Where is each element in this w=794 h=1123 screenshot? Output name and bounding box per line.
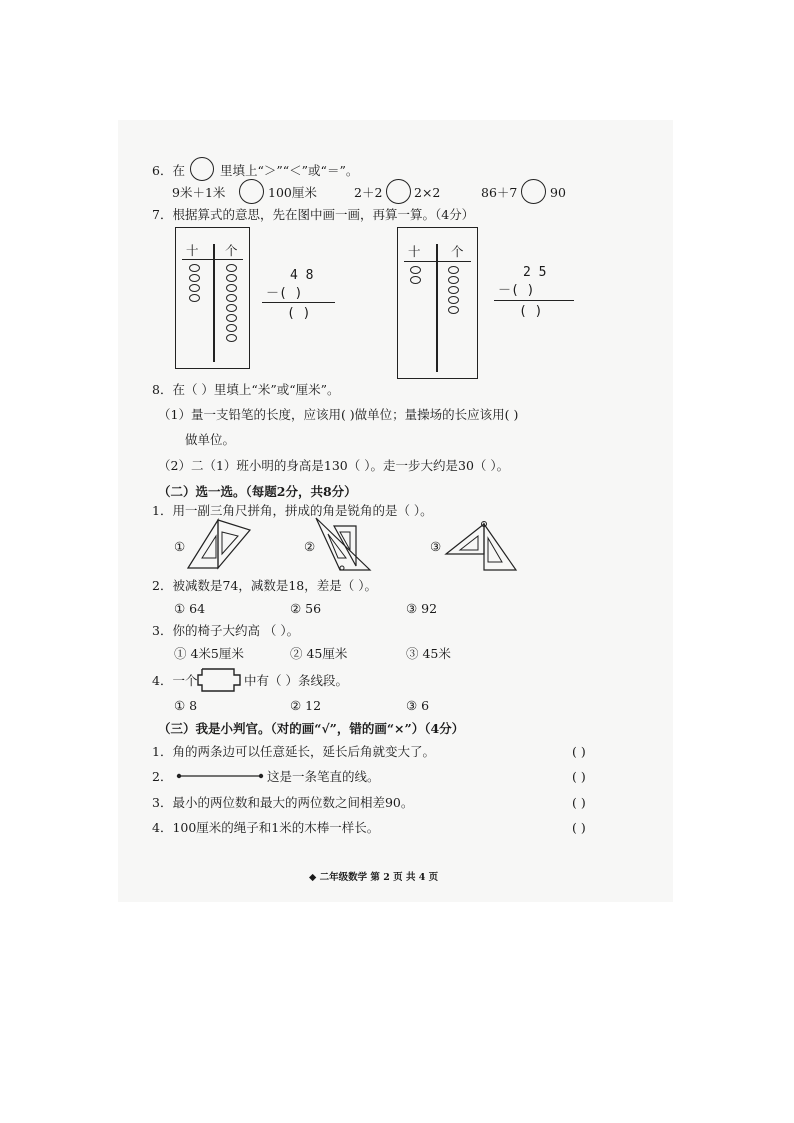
q8-line1a[interactable]: （1）量一支铅笔的长度，应该用( )做单位；量操场的长应该用( )	[158, 407, 519, 422]
bead-tens	[189, 264, 200, 272]
s3-item4-text: 4．100厘米的绳子和1米的木棒一样长。	[152, 820, 380, 835]
abacus-left-ones-label: 个	[225, 243, 238, 258]
s2-q1-text: 1．用一副三角尺拼角，拼成的角是锐角的是（ ）。	[152, 503, 433, 518]
abacus-left-tens-label: 十	[186, 243, 199, 258]
triangle-ruler-figure-2	[316, 518, 374, 574]
q6-item2-right: 2×2	[414, 185, 441, 200]
s3-item2-bracket[interactable]: ( )	[572, 769, 586, 784]
bead-ones	[226, 294, 237, 302]
bead-tens	[189, 294, 200, 302]
bead-ones	[226, 284, 237, 292]
abacus-right-tens-label: 十	[408, 244, 421, 259]
bead-ones	[226, 334, 237, 342]
bead-tens	[410, 266, 421, 274]
bead-ones	[226, 304, 237, 312]
q6-item3-right: 90	[550, 185, 566, 200]
q7-right-result-line	[494, 300, 574, 301]
abacus-left[interactable]	[175, 227, 250, 369]
s2-q1-option-1[interactable]: ①	[174, 539, 186, 554]
s2-q4-text-after: 中有（ ）条线段。	[244, 673, 348, 688]
s2-q3-option-1[interactable]: ① 4米5厘米	[174, 646, 244, 661]
s3-item3-text: 3．最小的两位数和最大的两位数之间相差90。	[152, 795, 414, 810]
q7-left-result-line	[262, 302, 335, 303]
s2-q4-option-2[interactable]: ② 12	[290, 698, 322, 713]
s2-q2-option-2[interactable]: ② 56	[290, 601, 322, 616]
bead-tens	[189, 284, 200, 292]
bead-ones	[448, 296, 459, 304]
s2-q3-option-2[interactable]: ② 45厘米	[290, 646, 348, 661]
page-footer: ◆ 二年级数学 第 2 页 共 4 页	[309, 872, 439, 883]
triangle-ruler-figure-3	[446, 518, 518, 574]
bead-tens	[189, 274, 200, 282]
s3-item3-bracket[interactable]: ( )	[572, 795, 586, 810]
q6-answer-circle-1[interactable]	[239, 179, 264, 204]
s2-q2-option-3[interactable]: ③ 92	[406, 601, 438, 616]
notched-rectangle-figure	[198, 667, 242, 693]
q7-right-minus-line[interactable]: －( )	[498, 283, 535, 298]
section3-title: （三）我是小判官。（对的画“√”，错的画“×”）（4分）	[158, 721, 465, 736]
s2-q4-option-3[interactable]: ③ 6	[406, 698, 430, 713]
segment-figure	[175, 770, 267, 782]
abacus-right[interactable]	[397, 227, 478, 379]
s2-q1-option-2[interactable]: ②	[304, 539, 316, 554]
q7-left-minus-line[interactable]: －( )	[266, 286, 303, 301]
abacus-right-ones-label: 个	[451, 244, 464, 259]
bead-ones	[448, 306, 459, 314]
s3-item1-text: 1．角的两条边可以任意延长，延长后角就变大了。	[152, 744, 435, 759]
q7-right-answer[interactable]: ( )	[519, 304, 543, 319]
s2-q2-option-1[interactable]: ① 64	[174, 601, 206, 616]
s2-q2-text: 2．被减数是74，减数是18，差是（ ）。	[152, 578, 377, 593]
q8-line2[interactable]: （2）二（1）班小明的身高是130（ ）。走一步大约是30（ ）。	[158, 458, 510, 473]
s2-q4-option-1[interactable]: ① 8	[174, 698, 198, 713]
q6-title-circle	[190, 157, 214, 181]
s2-q3-text: 3．你的椅子大约高 （ ）。	[152, 623, 300, 638]
abacus-right-divider	[436, 244, 438, 372]
q7-right-minuend: 2 5	[523, 265, 547, 280]
bead-ones	[448, 276, 459, 284]
s2-q4-text-before: 4．一个	[152, 673, 198, 688]
bead-ones	[448, 266, 459, 274]
s3-item1-bracket[interactable]: ( )	[572, 744, 586, 759]
q6-title-start: 6．在	[152, 163, 185, 178]
bead-ones	[226, 274, 237, 282]
q6-item1-right: 100厘米	[268, 185, 317, 200]
section2-title: （二）选一选。（每题2分，共8分）	[158, 484, 357, 499]
s3-item2-num: 2．	[152, 769, 173, 784]
bead-ones	[226, 324, 237, 332]
q6-item2-left: 2＋2	[354, 185, 383, 200]
abacus-left-divider	[213, 244, 215, 362]
q6-item1-left: 9米＋1米	[172, 185, 226, 200]
q8-title: 8．在（ ）里填上“米”或“厘米”。	[152, 382, 340, 397]
q7-left-minuend: 4 8	[290, 268, 314, 283]
bead-ones	[448, 286, 459, 294]
s3-item2-text: 这是一条笔直的线。	[267, 769, 380, 784]
q6-title-tail: 里填上“＞”“＜”或“＝”。	[220, 163, 359, 178]
q8-line1b: 做单位。	[185, 432, 236, 447]
bead-ones	[226, 264, 237, 272]
bead-tens	[410, 276, 421, 284]
q6-item3-left: 86＋7	[481, 185, 518, 200]
q6-answer-circle-2[interactable]	[386, 179, 411, 204]
q6-answer-circle-3[interactable]	[521, 179, 546, 204]
triangle-ruler-figure-1	[188, 520, 252, 572]
bead-ones	[226, 314, 237, 322]
q7-left-answer[interactable]: ( )	[287, 306, 311, 321]
q7-title: 7．根据算式的意思，先在图中画一画，再算一算。（4分）	[152, 207, 475, 222]
s2-q1-option-3[interactable]: ③	[430, 539, 442, 554]
s2-q3-option-3[interactable]: ③ 45米	[406, 646, 451, 661]
s3-item4-bracket[interactable]: ( )	[572, 820, 586, 835]
